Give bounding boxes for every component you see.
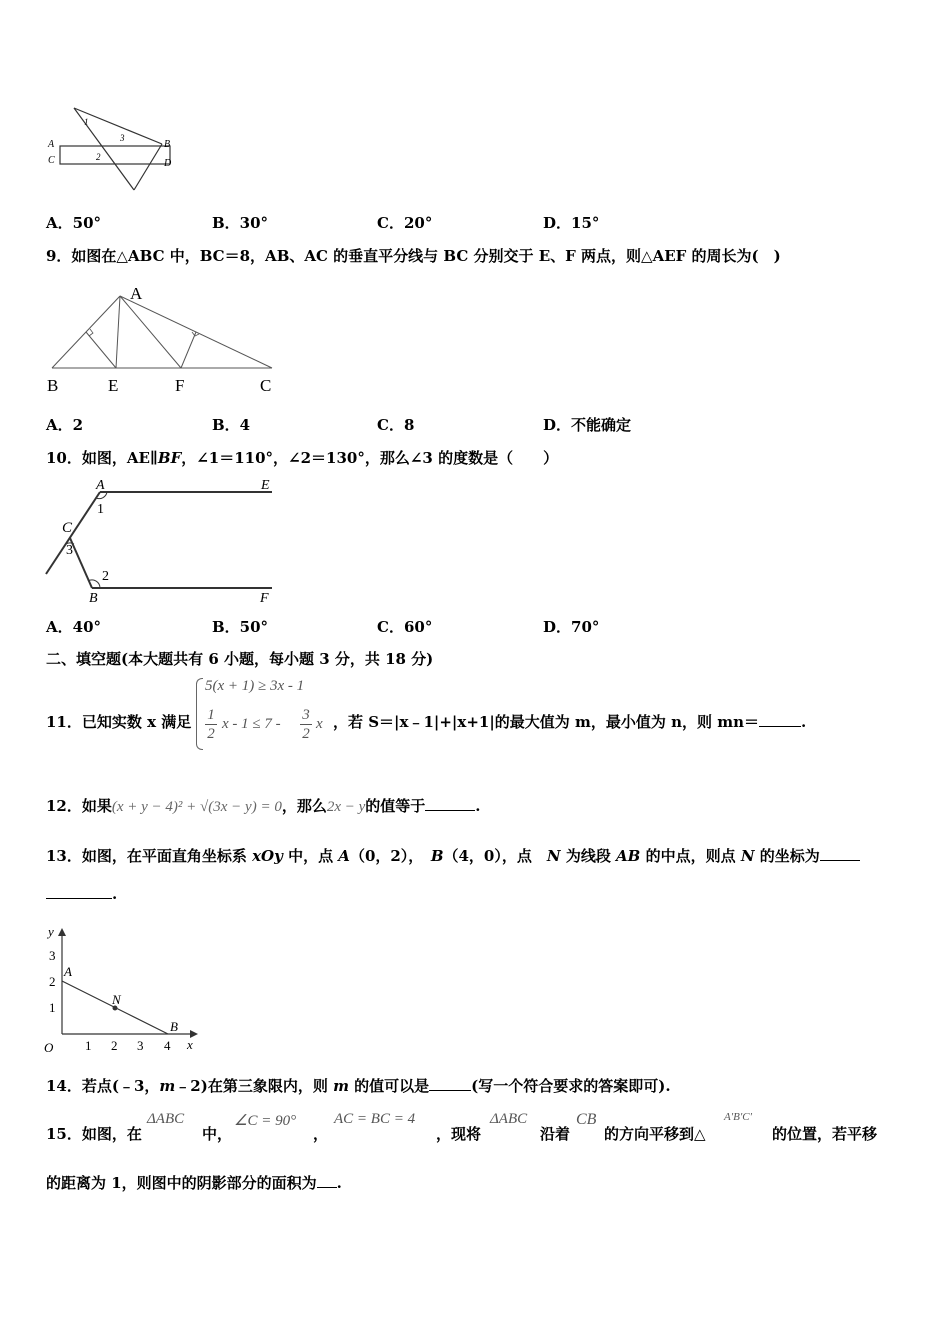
q11-ineq2-b: x bbox=[316, 716, 323, 732]
q8-label-A: A bbox=[48, 139, 55, 150]
q11-brace bbox=[196, 678, 203, 750]
q13-graph-ytick-3: 3 bbox=[49, 948, 56, 963]
section-title: 二、填空题(本大题共有 6 小题，每小题 3 分，共 18 分) bbox=[46, 650, 434, 668]
q13-b: B bbox=[430, 847, 444, 865]
q14-m1: m bbox=[159, 1077, 176, 1095]
q13-graph-ytick-2: 2 bbox=[49, 974, 56, 989]
q13-graph-ytick-1: 1 bbox=[49, 1000, 56, 1015]
q10-text bbox=[46, 448, 558, 468]
q10-label-2: 2 bbox=[102, 569, 109, 584]
q15-line2-text: 的距离为 1，则图中的阴影部分的面积为 bbox=[46, 1174, 317, 1192]
q13-graph-y-label: y bbox=[48, 924, 54, 939]
q13-line2 bbox=[46, 884, 117, 904]
q13-t6: 的中点，则点 bbox=[640, 847, 741, 865]
q13-t5: 为线段 bbox=[560, 847, 617, 865]
q10-label-C: C bbox=[62, 520, 73, 536]
q9-option-c: C．8 bbox=[377, 416, 415, 434]
q12-end: . bbox=[475, 797, 481, 815]
q8-option-d: D．15° bbox=[543, 214, 600, 232]
q10-label-F: F bbox=[260, 591, 269, 606]
q11-frac1-den: 2 bbox=[207, 726, 215, 742]
q15-p6: 的方向平移到△ bbox=[604, 1125, 706, 1143]
q13-ab: AB bbox=[616, 847, 641, 865]
q11-ineq1: 5(x + 1) ≥ 3x - 1 bbox=[205, 678, 305, 694]
q8-label-2: 2 bbox=[96, 152, 101, 162]
q15-line2-end: . bbox=[336, 1174, 342, 1192]
q8-label-C: C bbox=[48, 155, 55, 166]
q9-option-a: A．2 bbox=[46, 416, 84, 434]
q11-ineq2-a: x - 1 ≤ 7 - bbox=[222, 716, 281, 732]
q14-end: (写一个符合要求的答案即可). bbox=[471, 1077, 671, 1095]
q10-text-prefix: 10．如图，AE∥ bbox=[46, 449, 158, 467]
q12-answer-blank[interactable] bbox=[425, 796, 475, 811]
q15-p1: 15．如图，在 bbox=[46, 1125, 142, 1143]
q13-graph-xtick-4: 4 bbox=[164, 1038, 171, 1053]
q13-graph-point-b: B bbox=[170, 1019, 178, 1034]
q14-line bbox=[46, 1076, 671, 1096]
q11-frac1-num: 1 bbox=[205, 706, 217, 725]
q11-suffix-line bbox=[333, 712, 806, 732]
q14-suffix: 的值可以是 bbox=[348, 1077, 430, 1095]
q13-t3: （0，2）， bbox=[349, 847, 431, 865]
q10-option-c: C．60° bbox=[377, 618, 433, 636]
q9-option-d: D．不能确定 bbox=[543, 416, 632, 434]
q11-frac2-num: 3 bbox=[300, 706, 312, 725]
q11-answer-blank[interactable] bbox=[759, 712, 801, 727]
q9-label-F: F bbox=[175, 376, 185, 395]
q15-p3: ， bbox=[313, 1125, 329, 1143]
q13-t1: 13．如图，在平面直角坐标系 bbox=[46, 847, 253, 865]
q13-graph-xtick-2: 2 bbox=[111, 1038, 118, 1053]
q13-n: N bbox=[546, 847, 561, 865]
q15-p2: 中， bbox=[202, 1125, 233, 1143]
q11-prefix: 11．已知实数 x 满足 bbox=[46, 713, 192, 731]
q15-line2 bbox=[46, 1173, 342, 1193]
q15-p4: ，现将 bbox=[436, 1125, 482, 1143]
q10-text-bf: BF bbox=[157, 449, 182, 467]
q8-figure bbox=[44, 104, 180, 194]
q14-m2: m bbox=[333, 1077, 349, 1095]
q15-m5: CB bbox=[576, 1111, 597, 1128]
q15-m6: A′B′C′ bbox=[724, 1111, 752, 1123]
q13-xoy: xOy bbox=[252, 847, 283, 865]
q11-suffix: ，若 S＝|x﹣1|+|x+1|的最大值为 m，最小值为 n，则 mn＝ bbox=[333, 713, 760, 731]
q10-label-E: E bbox=[261, 478, 270, 493]
q14-mid: ﹣2)在第三象限内，则 bbox=[175, 1077, 334, 1095]
q10-label-A: A bbox=[96, 478, 105, 493]
q13-graph-origin: O bbox=[44, 1040, 54, 1055]
q8-option-b: B．30° bbox=[212, 214, 269, 232]
q13-t4: （4，0），点 bbox=[443, 847, 547, 865]
q10-option-d: D．70° bbox=[543, 618, 600, 636]
q11-frac2 bbox=[300, 706, 312, 743]
q13-graph bbox=[40, 920, 204, 1056]
q8-option-a: A．50° bbox=[46, 214, 102, 232]
q13-graph-point-n: N bbox=[112, 992, 121, 1007]
q10-option-a: A．40° bbox=[46, 618, 102, 636]
q12-line bbox=[46, 796, 481, 817]
q9-option-b: B．4 bbox=[212, 416, 251, 434]
q10-option-b: B．50° bbox=[212, 618, 269, 636]
q8-option-c: C．20° bbox=[377, 214, 433, 232]
q13-graph-xtick-1: 1 bbox=[85, 1038, 92, 1053]
q11-frac1 bbox=[205, 706, 217, 743]
q15-m1: ΔABC bbox=[147, 1111, 185, 1127]
q11-frac2-den: 2 bbox=[302, 726, 310, 742]
q10-label-1: 1 bbox=[97, 502, 104, 517]
q15-m2: ∠C = 90° bbox=[234, 1113, 297, 1129]
q9-label-E: E bbox=[108, 376, 119, 395]
q11-end: . bbox=[801, 713, 807, 731]
q9-label-A: A bbox=[130, 284, 143, 303]
q15-p5: 沿着 bbox=[540, 1125, 571, 1143]
q13-t2: 中，点 bbox=[282, 847, 339, 865]
q15-m3: AC = BC = 4 bbox=[334, 1111, 416, 1127]
q8-label-D: D bbox=[164, 158, 172, 169]
q14-prefix: 14．若点(﹣3， bbox=[46, 1077, 160, 1095]
q9-label-B: B bbox=[47, 376, 59, 395]
q13-end: . bbox=[112, 885, 118, 903]
q13-line1 bbox=[46, 846, 860, 866]
q9-text: 9．如图在△ABC 中，BC＝8，AB、AC 的垂直平分线与 BC 分别交于 E、F 两点，则△AEF 的周长为( ) bbox=[46, 247, 781, 265]
q10-label-B: B bbox=[89, 591, 98, 606]
q10-figure bbox=[44, 474, 276, 606]
q13-a: A bbox=[338, 847, 350, 865]
q9-figure bbox=[44, 280, 280, 398]
q15-answer-blank[interactable] bbox=[317, 1173, 337, 1188]
q13-graph-xtick-3: 3 bbox=[137, 1038, 144, 1053]
q12-expr2: 2x − y bbox=[326, 799, 366, 815]
q13-graph-point-a: A bbox=[64, 964, 72, 979]
q8-label-1: 1 bbox=[84, 117, 89, 127]
q13-graph-x-label: x bbox=[187, 1037, 193, 1052]
q12-mid: ，那么 bbox=[281, 797, 327, 815]
q13-answer-blank-1[interactable] bbox=[820, 846, 860, 861]
q13-t7: 的坐标为 bbox=[754, 847, 820, 865]
q12-expr1: (x + y − 4)² + √(3x − y) = 0 bbox=[111, 799, 282, 815]
q13-n2: N bbox=[740, 847, 755, 865]
q10-label-3: 3 bbox=[66, 543, 73, 558]
q9-label-C: C bbox=[260, 376, 272, 395]
q8-label-B: B bbox=[164, 139, 171, 150]
q15-p7: 的位置，若平移 bbox=[772, 1125, 878, 1143]
q12-prefix: 12．如果 bbox=[46, 797, 112, 815]
q13-answer-blank-2[interactable] bbox=[46, 884, 112, 899]
q14-answer-blank[interactable] bbox=[429, 1076, 471, 1091]
q15-m4: ΔABC bbox=[490, 1111, 528, 1127]
q10-text-suffix: ，∠1＝110°，∠2＝130°，那么∠3 的度数是（ ） bbox=[181, 449, 559, 467]
q12-suffix: 的值等于 bbox=[365, 797, 426, 815]
q8-label-3: 3 bbox=[120, 133, 125, 143]
